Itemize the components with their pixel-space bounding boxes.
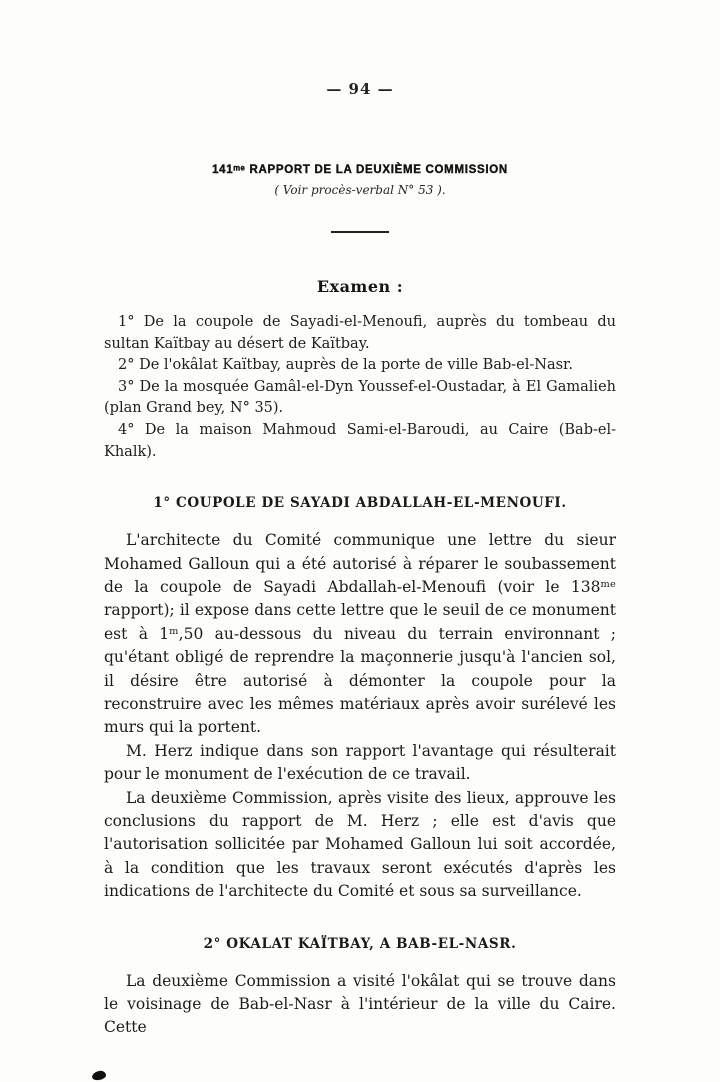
section2-heading: 2° OKALAT KAÏTBAY, A BAB-EL-NASR. xyxy=(203,935,517,952)
section-divider-rule xyxy=(331,231,389,233)
examen-item-3: 3° De la mosquée Gamâl-el-Dyn Youssef-el-Oustadar, à El Gamalieh (plan Grand bey, N° 35). xyxy=(104,378,616,417)
report-header xyxy=(104,164,616,197)
examen-item-1: 1° De la coupole de Sayadi-el-Menoufi, auprès du tombeau du sultan Kaïtbay au désert de Kaïtbay. xyxy=(104,314,616,352)
text-column xyxy=(104,0,616,1040)
report-subtitle: ( Voir procès-verbal N° 53 ). xyxy=(274,183,446,197)
section1-paragraph-1: L'architecte du Comité communique une lettre du sieur Mohamed Galloun qui a été autorisé à réparer le soubassement de la coupole de Sayadi Abdallah-el-Menoufi (voir le 138ᵐᵉ rapport); il expose dans cette lettre que le seuil de ce monument est à 1ᵐ,50 au-dessous du niveau du terrain environnant ; qu'étant obligé de reprendre la maçonnerie jusqu'à l'ancien sol, il désire être autorisé à démonter la coupole pour la reconstruire avec les mêmes matériaux après avoir surélevé les murs qui la portent. xyxy=(104,531,616,737)
section1-paragraph-3: La deuxième Commission, après visite des lieux, approuve les conclusions du rapport de M. Herz ; elle est d'avis que l'autorisation sollicitée par Mohamed Galloun lui soit accordée, à la condition que les travaux seront exécutés d'après les indications de l'architecte du Comité et sous sa surveillance. xyxy=(104,788,616,901)
examen-item-4: 4° De la maison Mahmoud Sami-el-Baroudi, au Caire (Bab-el-Khalk). xyxy=(104,421,616,460)
section1-paragraph-2: M. Herz indique dans son rapport l'avantage qui résulterait pour le monument de l'exécution de ce travail. xyxy=(104,741,616,784)
examen-item-2: 2° De l'okâlat Kaïtbay, auprès de la porte de ville Bab-el-Nasr. xyxy=(118,357,573,374)
section1-heading: 1° COUPOLE DE SAYADI ABDALLAH-EL-MENOUFI. xyxy=(153,495,567,512)
examen-list xyxy=(104,312,616,463)
examen-heading: Examen : xyxy=(316,277,404,296)
scan-artifact xyxy=(91,1070,106,1081)
report-title: 141ᵐᵉ RAPPORT DE LA DEUXIÈME COMMISSION xyxy=(212,164,508,176)
page-number: — 94 — xyxy=(326,80,394,98)
section2-paragraph-1: La deuxième Commission a visité l'okâlat qui se trouve dans le voisinage de Bab-el-Nasr à l'intérieur de la ville du Caire. Cette xyxy=(104,971,616,1037)
